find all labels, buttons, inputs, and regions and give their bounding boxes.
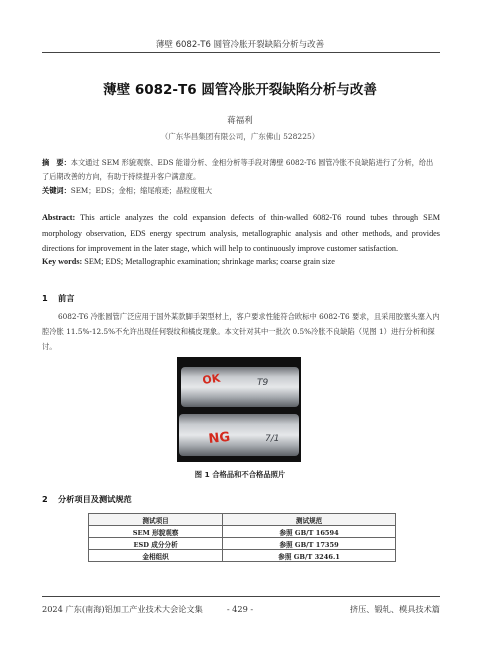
abstract-cn-text: 本文通过 SEM 形貌观察、EDS 能谱分析、金相分析等手段对薄壁 6082-T6 圆管冷胀不良缺陷进行了分析，给出了后期改善的方向，有助于持续提升客户满意度。 (42, 158, 434, 181)
table-header-cell: 测试规范 (223, 514, 396, 526)
section-1-paragraph: 6082-T6 冷胀圆管广泛应用于国外某款脚手架型材上，客户要求性能符合欧标中 6082-T6 要求，且采用胶塞头塞入内腔冷胀 11.5%-12.5%不允许出现任何裂纹和橘皮现象。本文针对其中一批次 0.5%冷胀不良缺陷（见图 1）进行分析和探讨。 (42, 312, 440, 351)
table-cell: 参照 GB/T 16594 (223, 526, 396, 538)
abstract-cn (42, 156, 440, 184)
footer-right: 挤压、锻轧、模具技术篇 (349, 604, 440, 614)
keywords-cn (42, 186, 440, 196)
table-row (89, 538, 396, 550)
section-1-heading (42, 293, 74, 304)
paper-title: 薄壁 6082-T6 圆管冷胀开裂缺陷分析与改善 (103, 82, 377, 98)
table-row (89, 550, 396, 562)
page-number: - 429 - (226, 604, 254, 614)
keywords-cn-text: SEM；EDS；金相；缩尾痕迹；晶粒度粗大 (70, 186, 213, 195)
figure-1-photo (177, 357, 301, 462)
test-spec-table (88, 513, 396, 562)
running-header: 薄壁 6082-T6 圆管冷胀开裂缺陷分析与改善 (155, 40, 325, 50)
table-cell: 金相组织 (89, 550, 223, 562)
table-cell: SEM 形貌观察 (89, 526, 223, 538)
section-1-title: 前言 (58, 293, 75, 303)
mark-ng: NG (207, 429, 231, 447)
tube-ok (181, 367, 299, 407)
abstract-en-text: This article analyzes the cold expansion defects of thin-walled 6082-T6 round tubes through SEM morphology observation, EDS energy spectrum analysis, metallographic analysis and other methods, and provides directions for improvement in the later stage, which will help to continuously improve customer satisfaction. (42, 213, 440, 253)
affiliation: （广东华昌集团有限公司，广东佛山 528225） (160, 132, 320, 141)
header-rule (42, 52, 440, 53)
table-header-cell: 测试项目 (89, 514, 223, 526)
footer-left: 2024 广东(南海)铝加工产业技术大会论文集 (42, 604, 203, 614)
mark-7-1: 7/1 (265, 434, 280, 444)
table-cell: 参照 GB/T 17359 (223, 538, 396, 550)
figure-1-image (177, 357, 301, 462)
mark-ok: OK (201, 371, 222, 387)
keywords-en-text: SEM; EDS; Metallographic examination; shrinkage marks; coarse grain size (84, 257, 335, 266)
abstract-en-label: Abstract: (42, 213, 76, 222)
abstract-cn-label: 摘 要： (42, 158, 71, 167)
keywords-cn-label: 关键词： (42, 186, 71, 195)
keywords-en (42, 257, 440, 266)
section-2-number: 2 (42, 494, 48, 504)
table-header-row (89, 514, 396, 526)
table-row (89, 526, 396, 538)
footer-rule (42, 596, 440, 597)
mark-t9: T9 (257, 378, 269, 388)
table-cell: 参照 GB/T 3246.1 (223, 550, 396, 562)
author: 蒋福利 (227, 116, 253, 126)
tube-ng (179, 414, 299, 456)
section-1-number: 1 (42, 293, 48, 303)
table-cell: ESD 成分分析 (89, 538, 223, 550)
keywords-en-label: Key words: (42, 257, 83, 266)
abstract-en (42, 210, 440, 257)
section-2-title: 分析项目及测试规范 (58, 494, 132, 504)
section-2-heading (42, 494, 132, 505)
figure-1-caption: 图 1 合格品和不合格品照片 (194, 470, 286, 479)
